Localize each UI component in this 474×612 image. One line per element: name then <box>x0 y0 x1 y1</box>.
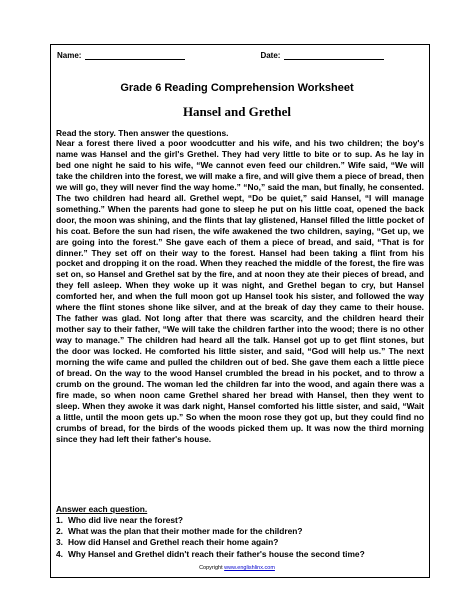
questions-list <box>56 515 365 560</box>
question-number: 3. <box>56 537 63 548</box>
question-item <box>56 537 365 548</box>
copyright-line <box>0 565 474 571</box>
copyright-link[interactable]: www.englishlinx.com <box>224 565 275 571</box>
question-number: 1. <box>56 515 63 525</box>
questions-heading: Answer each question. <box>56 504 148 514</box>
name-blank-line[interactable] <box>85 51 185 60</box>
question-number: 4. <box>56 548 63 559</box>
date-field <box>260 51 384 60</box>
date-label: Date: <box>260 51 281 60</box>
question-item <box>56 526 365 537</box>
question-item <box>56 515 365 526</box>
question-text: How did Hansel and Grethel reach their home again? <box>68 537 279 548</box>
name-field <box>57 51 185 60</box>
story-title: Hansel and Grethel <box>182 104 292 119</box>
copyright-prefix: Copyright <box>199 565 223 571</box>
question-item <box>56 549 365 560</box>
story-body: Near a forest there lived a poor woodcutter and his wife, and his two children; the boy's name was Hansel and the girl's Grethel. They had very little to bite or to sup. As he lay in bed one night he said to his wife, “We cannot even feed our children.” Wife said, “We will take the children into the forest, we will make a fire, and will give them a piece of bread, then we will go, they will never find the way home.” “No,” said the man, but finally, he consented. The two children had heard all. Grethel wept, “Do be quiet,” said Hansel, “I will manage something.” When the parents had gone to sleep he put on his little coat, opened the back door, the moon was shining, and the flints that lay glistened, Hansel filled the little pocket of his coat. Before the sun had risen, the wife awakened the two children, saying, “Get up, we are going into the forest.” She gave each of them a piece of bread, and said, “That is for dinner.” They set off on their way to the forest. Hansel had been taking a flint from his pocket and dropping it on the road. When they reached the middle of the forest, the fire was set on, so Hansel and Grethel sat by the fire, and at noon they ate their pieces of bread, and they fell asleep. When they woke up it was night, and Grethel began to cry, but Hansel comforted her, and when the full moon got up Hansel took his sister, and followed the way where the flint stones shone like silver, and at the break of day they came to their house. The father was glad. Not long after that there was scarcity, and the children heard their mother say to their father, “We will take the children farther into the wood; there is no other way to manage.” The children had heard all the talk. Hansel got up to get flint stones, but the door was locked. He comforted his little sister, and said, “God will help us.” The next morning the wife came and pulled the children out of bed. She gave them each a little piece of bread. On the way to the wood Hansel crumbled the bread in his pocket, and to throw a crumb on the ground. The woman led the children far into the wood, and again there was a fire made, so when noon came Grethel shared her bread with Hansel, then they went to sleep. When they awoke it was dark night, Hansel comforted his little sister, and said, “Wait a little, until the moon gets up.” So when the moon rose they got up, but they could find no crumbs of bread, for the birds of the woods picked them up. It was now the third morning since they had left their father's house. <box>56 138 424 444</box>
question-text: Who did live near the forest? <box>68 515 183 525</box>
question-text: What was the plan that their mother made for the children? <box>68 526 303 537</box>
instructions: Read the story. Then answer the questions. <box>56 128 229 138</box>
question-text: Why Hansel and Grethel didn't reach their father's house the second time? <box>68 548 365 559</box>
name-label: Name: <box>57 51 82 60</box>
name-date-row <box>57 51 423 60</box>
worksheet-title: Grade 6 Reading Comprehension Worksheet <box>120 82 354 94</box>
date-blank-line[interactable] <box>284 51 384 60</box>
question-number: 2. <box>56 526 63 537</box>
